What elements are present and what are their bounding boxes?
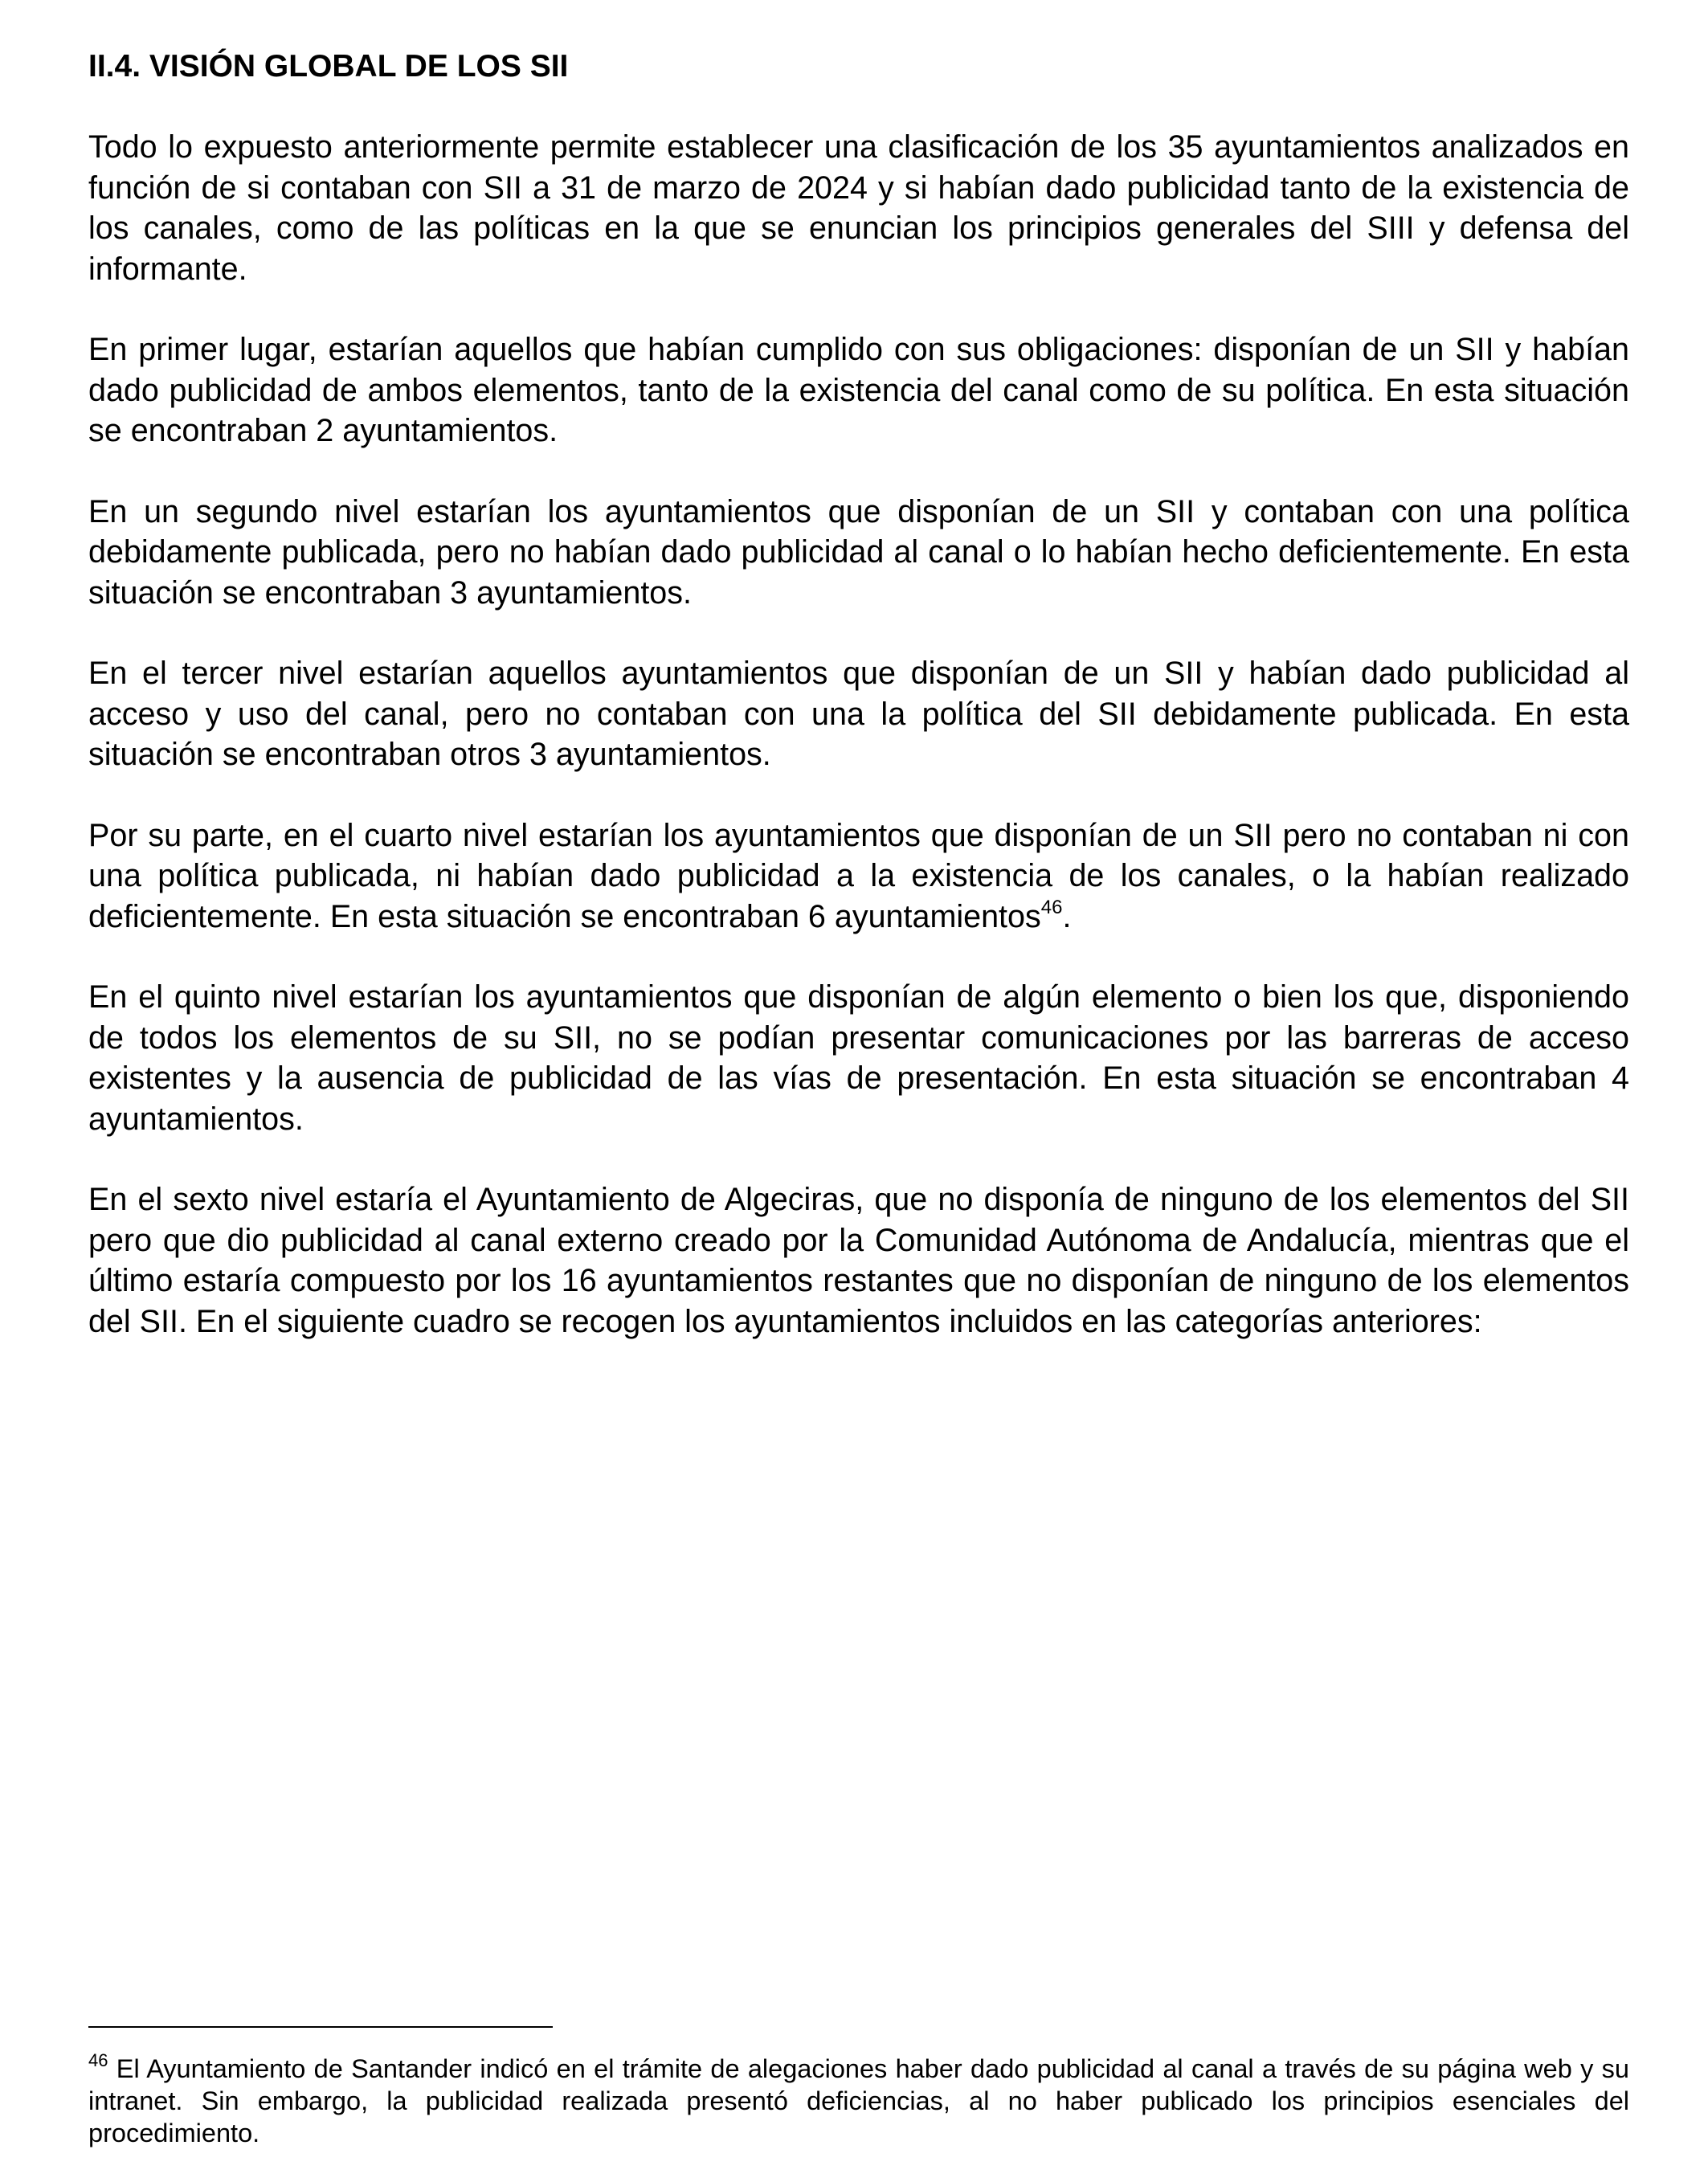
- footnote-reference[interactable]: 46: [1040, 897, 1063, 919]
- footnote-number: 46: [88, 2050, 108, 2071]
- paragraph-second-level: En un segundo nivel estarían los ayuntamientos que disponían de un SII y contaban con una política debidamente publicada, pero no habían dado publicidad al canal o lo habían hecho deficientemente. En esta situación se encontraban 3 ayuntamientos.: [88, 493, 1629, 611]
- paragraph-fourth-level-end: .: [1062, 898, 1072, 934]
- section-heading: II.4. VISIÓN GLOBAL DE LOS SII: [88, 49, 569, 84]
- paragraph-first-level: En primer lugar, estarían aquellos que habían cumplido con sus obligaciones: disponían de un SII y habían dado publicidad de ambos elementos, tanto de la existencia del canal como de su política. En esta situación se encontraban 2 ayuntamientos.: [88, 332, 1629, 448]
- paragraph-sixth-level: En el sexto nivel estaría el Ayuntamiento de Algeciras, que no disponía de ninguno de los elementos del SII pero que dio publicidad al canal externo creado por la Comunidad Autónoma de Andalucía, mientras que el último estaría compuesto por los 16 ayuntamientos restantes que no disponían de ninguno de los elementos del SII. En el siguiente cuadro se recogen los ayuntamientos incluidos en las categorías anteriores:: [88, 1182, 1629, 1339]
- footnote-divider: [88, 2026, 553, 2028]
- paragraph-third-level: En el tercer nivel estarían aquellos ayuntamientos que disponían de un SII y habían dado publicidad al acceso y uso del canal, pero no contaban con una la política del SII debidamente publicada. En esta situación se encontraban otros 3 ayuntamientos.: [88, 656, 1629, 772]
- document-page: [88, 47, 1629, 1382]
- paragraph-fourth-level: [88, 815, 1629, 938]
- footnote: [88, 2050, 1629, 2149]
- paragraph-intro: Todo lo expuesto anteriormente permite establecer una clasificación de los 35 ayuntamientos analizados en función de si contaban con SII a 31 de marzo de 2024 y si habían dado publicidad tanto de la existencia de los canales, como de las políticas en la que se enuncian los principios generales del SIII y defensa del informante.: [88, 129, 1629, 287]
- paragraph-fourth-level-text: Por su parte, en el cuarto nivel estarían los ayuntamientos que disponían de un SII pero no contaban ni con una política publicada, ni habían dado publicidad a la existencia de los canales, o la habían realizado deficientemente. En esta situación se encontraban 6 ayuntamientos: [88, 817, 1629, 934]
- footnote-text: El Ayuntamiento de Santander indicó en el trámite de alegaciones haber dado publicidad al canal a través de su página web y su intranet. Sin embargo, la publicidad realizada presentó deficiencias, al no haber publicado los principios esenciales del procedimiento.: [88, 2054, 1629, 2147]
- paragraph-fifth-level: En el quinto nivel estarían los ayuntamientos que disponían de algún elemento o bien los que, disponiendo de todos los elementos de su SII, no se podían presentar comunicaciones por las barreras de acceso existentes y la ausencia de publicidad de las vías de presentación. En esta situación se encontraban 4 ayuntamientos.: [88, 979, 1629, 1137]
